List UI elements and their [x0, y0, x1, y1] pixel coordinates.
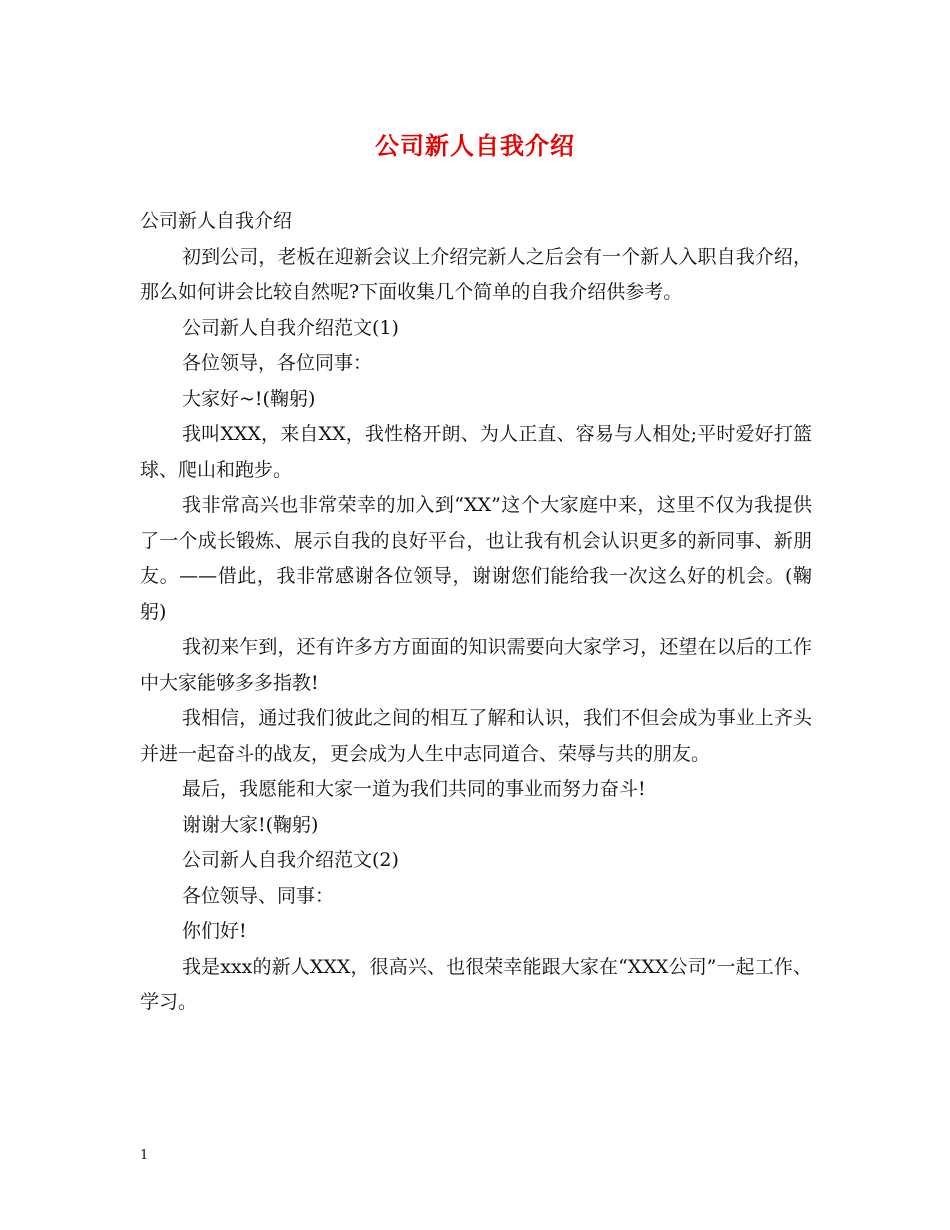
paragraph: 我叫XXX，来自XX，我性格开朗、为人正直、容易与人相处;平时爱好打篮球、爬山和跑步。 — [140, 423, 812, 481]
paragraph: 我是xxx的新人XXX，很高兴、也很荣幸能跟大家在“XXX公司”一起工作、学习。 — [140, 955, 812, 1013]
paragraph: 各位领导，各位同事： — [182, 352, 373, 374]
paragraph: 最后，我愿能和大家一道为我们共同的事业而努力奋斗! — [182, 778, 646, 800]
paragraph: 谢谢大家!(鞠躬) — [182, 813, 319, 836]
paragraph: 公司新人自我介绍 — [140, 210, 293, 232]
paragraph: 公司新人自我介绍范文(2) — [182, 849, 399, 871]
paragraph: 各位领导、同事： — [182, 884, 335, 907]
paragraph: 初到公司，老板在迎新会议上介绍完新人之后会有一个新人入职自我介绍，那么如何讲会比较自然呢?下面收集几个简单的自我介绍供参考。 — [140, 245, 812, 303]
paragraph: 你们好! — [182, 920, 247, 942]
paragraph: 我相信，通过我们彼此之间的相互了解和认识，我们不但会成为事业上齐头并进一起奋斗的战友，更会成为人生中志同道合、荣辱与共的朋友。 — [140, 707, 812, 765]
paragraph: 我非常高兴也非常荣幸的加入到“XX”这个大家庭中来，这里不仅为我提供了一个成长锻炼、展示自我的良好平台，也让我有机会认识更多的新同事、新朋友。——借此，我非常感谢各位领导，谢谢您们能给我一次这么好的机会。(鞠躬) — [140, 494, 812, 623]
paragraph: 我初来乍到，还有许多方方面面的知识需要向大家学习，还望在以后的工作中大家能够多多指教! — [140, 636, 812, 694]
paragraph: 公司新人自我介绍范文(1) — [182, 316, 399, 339]
document-title: 公司新人自我介绍 — [375, 131, 575, 160]
page-number: 1 — [140, 1148, 149, 1163]
paragraph: 大家好~!(鞠躬) — [182, 387, 316, 410]
document-body — [140, 204, 812, 1021]
